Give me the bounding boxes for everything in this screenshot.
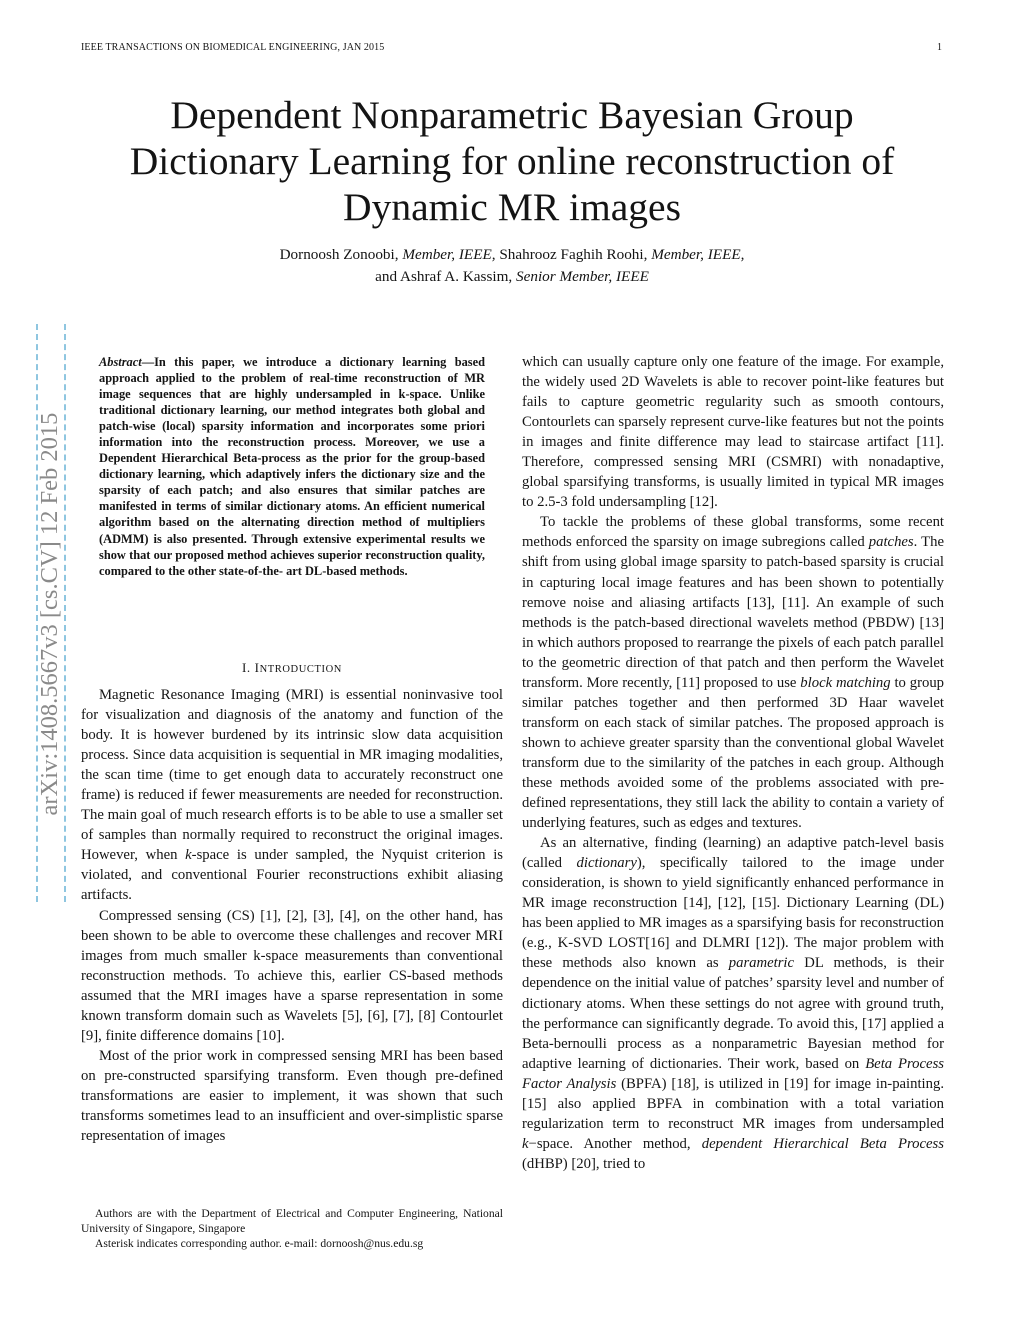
title-line-2: Dictionary Learning for online reconstruction of — [129, 139, 895, 183]
author-list — [80, 244, 944, 288]
abstract-lead: Abstract — [99, 355, 142, 369]
footnote-affiliation: Authors are with the Department of Electrical and Computer Engineering, National University of Singapore, Singapore — [81, 1207, 503, 1236]
paragraph: Magnetic Resonance Imaging (MRI) is essential noninvasive tool for visualization and diagnosis of the anatomy and function of the body. It is however burdened by its intrinsic slow data acquisition process. Since data acquisition is sequential in MR imaging modalities, the scan time (time to get enough data to accurately reconstruct one frame) is reduced if fewer measurements are needed for reconstruction. The main goal of much research efforts is to be able to use a smaller set of samples than normally required to reconstruct the original images. However, when k-space is under sampled, the Nyquist criterion is violated, and conventional Fourier reconstructions exhibit aliasing artifacts. — [81, 687, 503, 904]
footnote — [81, 1206, 503, 1252]
page-number: 1 — [937, 42, 942, 53]
authors-line-2: and Ashraf A. Kassim, Senior Member, IEEE — [375, 268, 649, 285]
right-column-body — [522, 352, 944, 1174]
section-heading-introduction: I. INTRODUCTION — [242, 660, 342, 675]
authors-line-1: Dornoosh Zonoobi, Member, IEEE, Shahrooz Faghih Roohi, Member, IEEE, — [279, 246, 745, 263]
abstract-text: —In this paper, we introduce a dictionary learning based approach applied to the problem of real-time reconstruction of MR image sequences that are highly undersampled in k-space. Unlike traditional dictionary learning, our method integrates both global and patch-wise (local) sparsity information and incorporates some priori information into the reconstruction process. Moreover, we use a Dependent Hierarchical Beta-process as the prior for the group-based dictionary learning, which adaptively infers the dictionary size and the sparsity of each patch; and also ensures that similar patches are manifested in terms of similar dictionary atoms. An efficient numerical algorithm based on the alternating direction method of multipliers (ADMM) is also presented. Through extensive experimental results we show that our proposed method achieves superior reconstruction quality, compared to the other state-of-the- art DL-based methods. — [99, 355, 485, 578]
paragraph: which can usually capture only one feature of the image. For example, the widely used 2D Wavelets is able to recover point-like features but fails to capture geometric regularity such as smooth contours, Contourlets can sparsely represent curve-like features but not the points in images and finite difference may lead to staircase artifact [11]. Therefore, compressed sensing MRI (CSMRI) with nonadaptive, global sparsifying transforms, is usually limited in typical MR images to 2.5-3 fold undersampling [12]. — [522, 354, 944, 511]
arxiv-stamp[interactable]: arXiv:1408.5667v3 [cs.CV] 12 Feb 2015 — [36, 412, 63, 816]
paragraph: As an alternative, finding (learning) an adaptive patch-level basis (called dictionary), specifically tailored to the image under consideration, is shown to yield significantly enhanced performance in MR image reconstruction [14], [12], [15]. Dictionary Learning (DL) has been applied to MR images as a sparsifying basis for reconstruction (e.g., K-SVD LOST[16] and DLMRI [12]). The major problem with these methods also known as parametric DL methods, is their dependence on the initial value of patches’ sparsity level and number of dictionary atoms. When these settings do not agree with ground truth, the performance can significantly degrade. To avoid this, [17] applied a Beta-bernoulli process as a nonparametric Bayesian method for adaptive learning of dictionaries. Their work, based on Beta Process Factor Analysis (BPFA) [18], is utilized in [19] for image in-painting. [15] also applied BPFA in combination with a total variation regularization term to reconstruct MR images from undersampled k−space. Another method, dependent Hierarchical Beta Process (dHBP) [20], tried to — [522, 835, 945, 1172]
paragraph: Compressed sensing (CS) [1], [2], [3], [4], on the other hand, has been shown to be able to overcome these challenges and recover MRI images from much smaller k-space measurements than conventional reconstruction methods. To achieve this, earlier CS-based methods assumed that the MRI images have a sparse representation in some known transform domain such as Wavelets [5], [6], [7], [8] Contourlet [9], finite difference domains [10]. — [81, 907, 503, 1044]
paragraph: Most of the prior work in compressed sensing MRI has been based on pre-constructed sparsifying transform. Even though pre-defined transformations are easier to implement, it was shown that such transforms sometimes lead to an insufficient and over-simplistic sparse representation of images — [81, 1047, 503, 1145]
title-line-3: Dynamic MR images — [343, 185, 681, 229]
paragraph: To tackle the problems of these global transforms, some recent methods enforced the sparsity on image subregions called patches. The shift from using global image sparsity to patch-based sparsity is crucial in capturing local image features and has been shown to potentially remove noise and aliasing artifacts [13], [11]. An example of such methods is the patch-based directional wavelets method (PBDW) [13] in which authors proposed to rearrange the pixels of each patch parallel to the geometric direction of that patch and then perform the Wavelet transform. More recently, [11] proposed to use block matching to group similar patches together and then performed 3D Haar wavelet transform on each stack of similar patches. The proposed approach is shown to achieve greater sparsity than the conventional global Wavelet transform due to the similarity of the patches in each group. Although these methods avoided some of the problems associated with pre-defined representations, they still lack the ability to contain a variety of underlying features, such as edges and textures. — [522, 514, 945, 832]
running-head: IEEE TRANSACTIONS ON BIOMEDICAL ENGINEERING, JAN 2015 — [81, 42, 385, 53]
footnote-contact: Asterisk indicates corresponding author. e-mail: dornoosh@nus.edu.sg — [95, 1237, 424, 1251]
title-line-1: Dependent Nonparametric Bayesian Group — [170, 93, 854, 137]
paper-title — [80, 92, 944, 230]
abstract — [81, 354, 503, 579]
left-column-body — [81, 685, 503, 1146]
